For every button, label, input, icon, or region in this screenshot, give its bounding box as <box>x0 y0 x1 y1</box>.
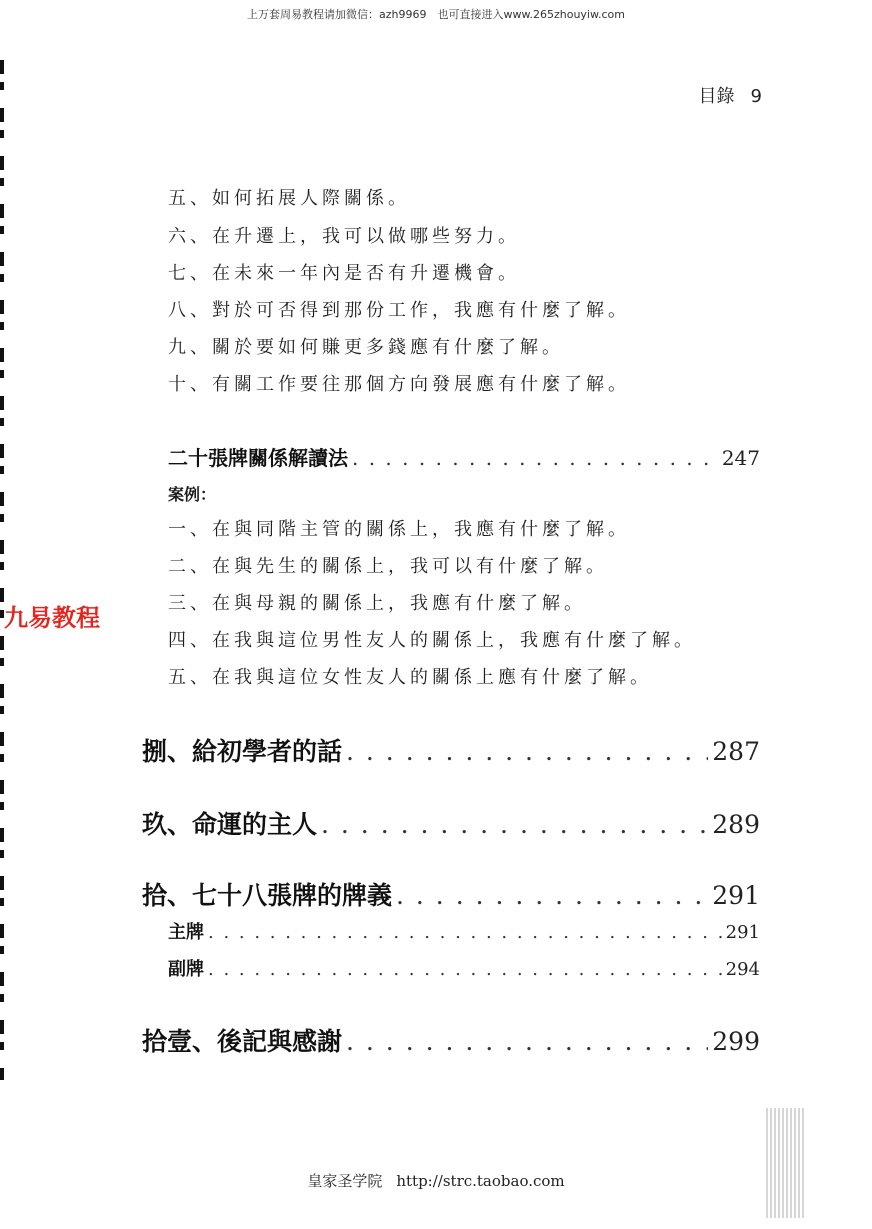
leader-dots <box>352 446 718 470</box>
footer-shop-name: 皇家圣学院 <box>307 1172 383 1190</box>
toc-chapter-10[interactable] <box>142 876 760 912</box>
toc-page-number: 294 <box>725 959 760 980</box>
toc-page-number: 289 <box>712 810 760 839</box>
leader-dots <box>208 922 722 943</box>
list-item: 八、對於可否得到那份工作，我應有什麼了解。 <box>168 300 630 321</box>
list-item: 一、在與同階主管的關係上，我應有什麼了解。 <box>168 519 630 540</box>
toc-entry-label: 捌、給初學者的話 <box>142 737 343 766</box>
list-item: 六、在升遷上，我可以做哪些努力。 <box>168 226 520 247</box>
toc-page-number: 291 <box>725 922 760 943</box>
watermark-label: 九易教程 <box>4 604 100 632</box>
header-page-number: 9 <box>750 86 762 107</box>
footer-url: http://strc.taobao.com <box>396 1172 565 1190</box>
list-item: 二、在與先生的關係上，我可以有什麼了解。 <box>168 556 608 577</box>
list-item: 五、如何拓展人際關係。 <box>168 188 410 209</box>
toc-chapter-9[interactable] <box>142 805 760 841</box>
list-item: 九、關於要如何賺更多錢應有什麼了解。 <box>168 337 564 358</box>
toc-entry-label: 拾、七十八張牌的牌義 <box>142 881 393 910</box>
top-banner: 上万套周易教程请加微信：azh9969 也可直接进入www.265zhouyiw.com <box>247 8 625 21</box>
scan-edge-artifact <box>0 60 4 1080</box>
scan-edge-artifact <box>766 1108 806 1218</box>
case-label: 案例： <box>168 485 217 504</box>
leader-dots <box>208 959 722 980</box>
list-item: 五、在我與這位女性友人的關係上應有什麼了解。 <box>168 667 652 688</box>
running-header <box>699 82 762 108</box>
toc-entry-major-arcana[interactable] <box>168 918 760 944</box>
leader-dots <box>321 810 708 839</box>
toc-chapter-8[interactable] <box>142 732 760 768</box>
list-item: 十、有關工作要往那個方向發展應有什麼了解。 <box>168 374 630 395</box>
list-item: 四、在我與這位男性友人的關係上，我應有什麼了解。 <box>168 630 696 651</box>
toc-page-number: 287 <box>712 737 760 766</box>
toc-page-number: 247 <box>721 446 760 470</box>
toc-page-number: 299 <box>712 1027 760 1056</box>
toc-entry-label: 主牌 <box>168 922 204 943</box>
header-section-title: 目錄 <box>698 86 735 107</box>
leader-dots <box>396 881 708 910</box>
page-footer <box>0 1170 872 1191</box>
toc-entry-label: 二十張牌關係解讀法 <box>168 446 348 470</box>
leader-dots <box>346 737 708 766</box>
toc-entry-relationship-reading[interactable] <box>168 442 760 471</box>
toc-entry-minor-arcana[interactable] <box>168 955 760 981</box>
toc-entry-label: 玖、命運的主人 <box>142 810 318 839</box>
list-item: 七、在未來一年內是否有升遷機會。 <box>168 263 520 284</box>
toc-page-number: 291 <box>712 881 760 910</box>
leader-dots <box>346 1027 708 1056</box>
toc-entry-label: 副牌 <box>168 959 204 980</box>
list-item: 三、在與母親的關係上，我應有什麼了解。 <box>168 593 586 614</box>
toc-chapter-11[interactable] <box>142 1022 760 1058</box>
toc-entry-label: 拾壹、後記與感謝 <box>142 1027 343 1056</box>
